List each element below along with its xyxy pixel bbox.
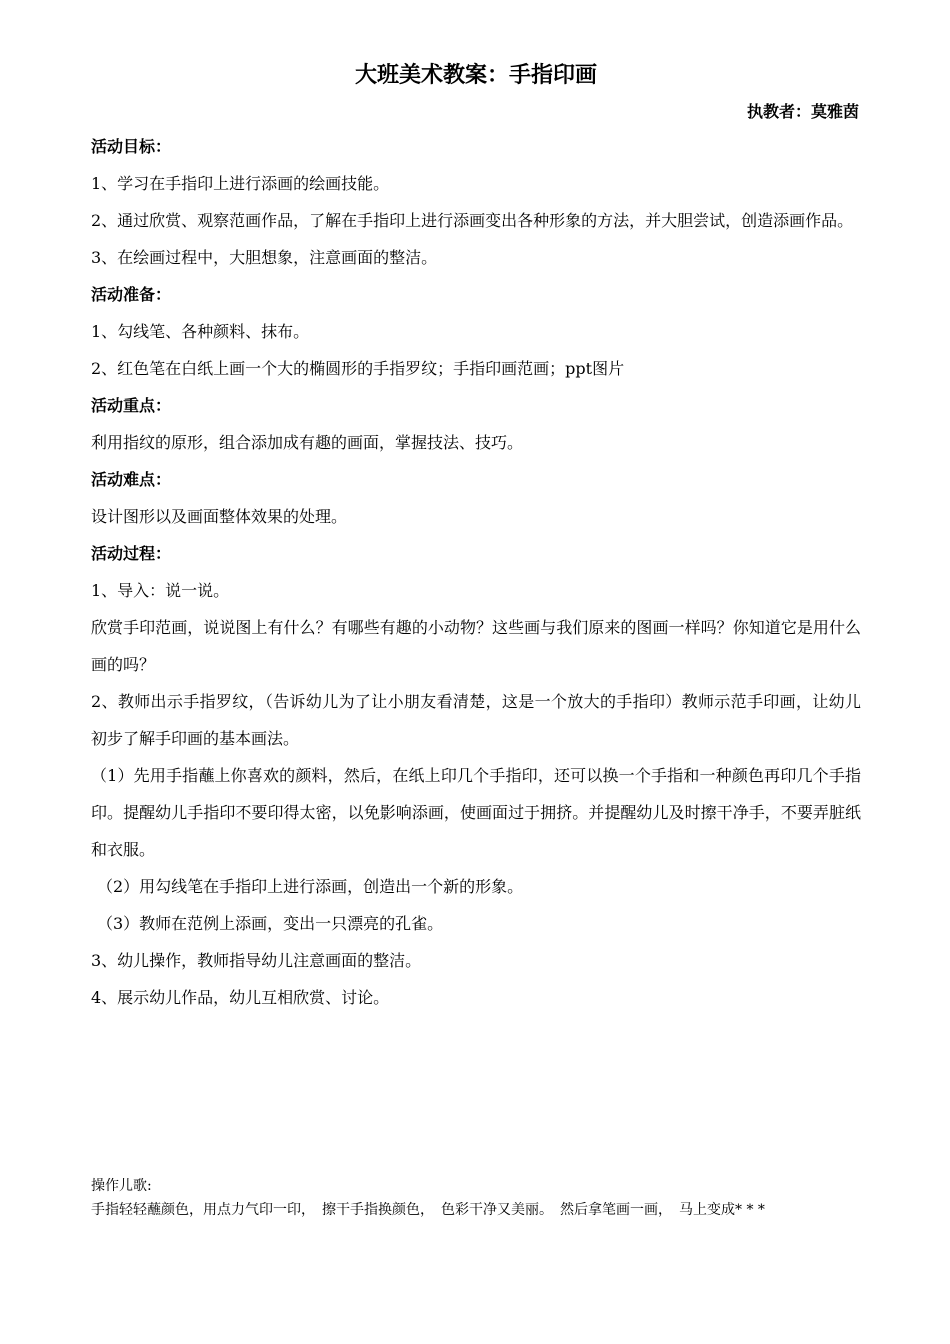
- preparation-item: 2、红色笔在白纸上画一个大的椭圆形的手指罗纹；手指印画范画；ppt图片: [91, 359, 625, 378]
- process-item: 3、幼儿操作，教师指导幼儿注意画面的整洁。: [91, 951, 422, 970]
- key-points-text: 利用指纹的原形，组合添加成有趣的画面，掌握技法、技巧。: [91, 433, 524, 452]
- process-item: 1、导入：说一说。: [91, 581, 230, 600]
- document-body: [91, 128, 861, 1016]
- process-item: 4、展示幼儿作品，幼儿互相欣赏、讨论。: [91, 988, 390, 1007]
- song-label: 操作儿歌:: [91, 1178, 152, 1194]
- difficulties-text: 设计图形以及画面整体效果的处理。: [91, 507, 348, 526]
- goals-heading: 活动目标：: [91, 137, 172, 156]
- process-heading: 活动过程：: [91, 544, 172, 563]
- author-line: 执教者：莫雅茵: [746, 102, 859, 121]
- document-page: [91, 0, 861, 1344]
- process-item: 欣赏手印范画，说说图上有什么？有哪些有趣的小动物？这些画与我们原来的图画一样吗？你知道它是用什么画的吗？: [91, 618, 861, 674]
- goal-item: 2、通过欣赏、观察范画作品，了解在手指印上进行添画变出各种形象的方法，并大胆尝试，创造添画作品。: [91, 211, 854, 230]
- goal-item: 1、学习在手指印上进行添画的绘画技能。: [91, 174, 390, 193]
- song-lyrics: 手指轻轻蘸颜色，用点力气印一印， 擦干手指换颜色， 色彩干净又美丽。 然后拿笔画一画， 马上变成* * *: [91, 1202, 765, 1218]
- process-item: （3）教师在范例上添画，变出一只漂亮的孔雀。: [97, 914, 444, 933]
- preparation-item: 1、勾线笔、各种颜料、抹布。: [91, 322, 310, 341]
- document-title: 大班美术教案：手指印画: [354, 63, 597, 88]
- process-item: （1）先用手指蘸上你喜欢的颜料，然后，在纸上印几个手指印，还可以换一个手指和一种颜色再印几个手指印。提醒幼儿手指印不要印得太密，以免影响添画，使画面过于拥挤。并提醒幼儿及时擦干净手，不要弄脏纸和衣服。: [91, 766, 861, 859]
- process-item: 2、教师出示手指罗纹，（告诉幼儿为了让小朋友看清楚，这是一个放大的手指印）教师示范手印画，让幼儿初步了解手印画的基本画法。: [91, 692, 861, 748]
- key-points-heading: 活动重点：: [91, 396, 172, 415]
- process-item: （2）用勾线笔在手指印上进行添画，创造出一个新的形象。: [97, 877, 524, 896]
- goal-item: 3、在绘画过程中，大胆想象，注意画面的整洁。: [91, 248, 438, 267]
- preparation-heading: 活动准备：: [91, 285, 172, 304]
- operation-song: [91, 1174, 861, 1222]
- difficulties-heading: 活动难点：: [91, 470, 172, 489]
